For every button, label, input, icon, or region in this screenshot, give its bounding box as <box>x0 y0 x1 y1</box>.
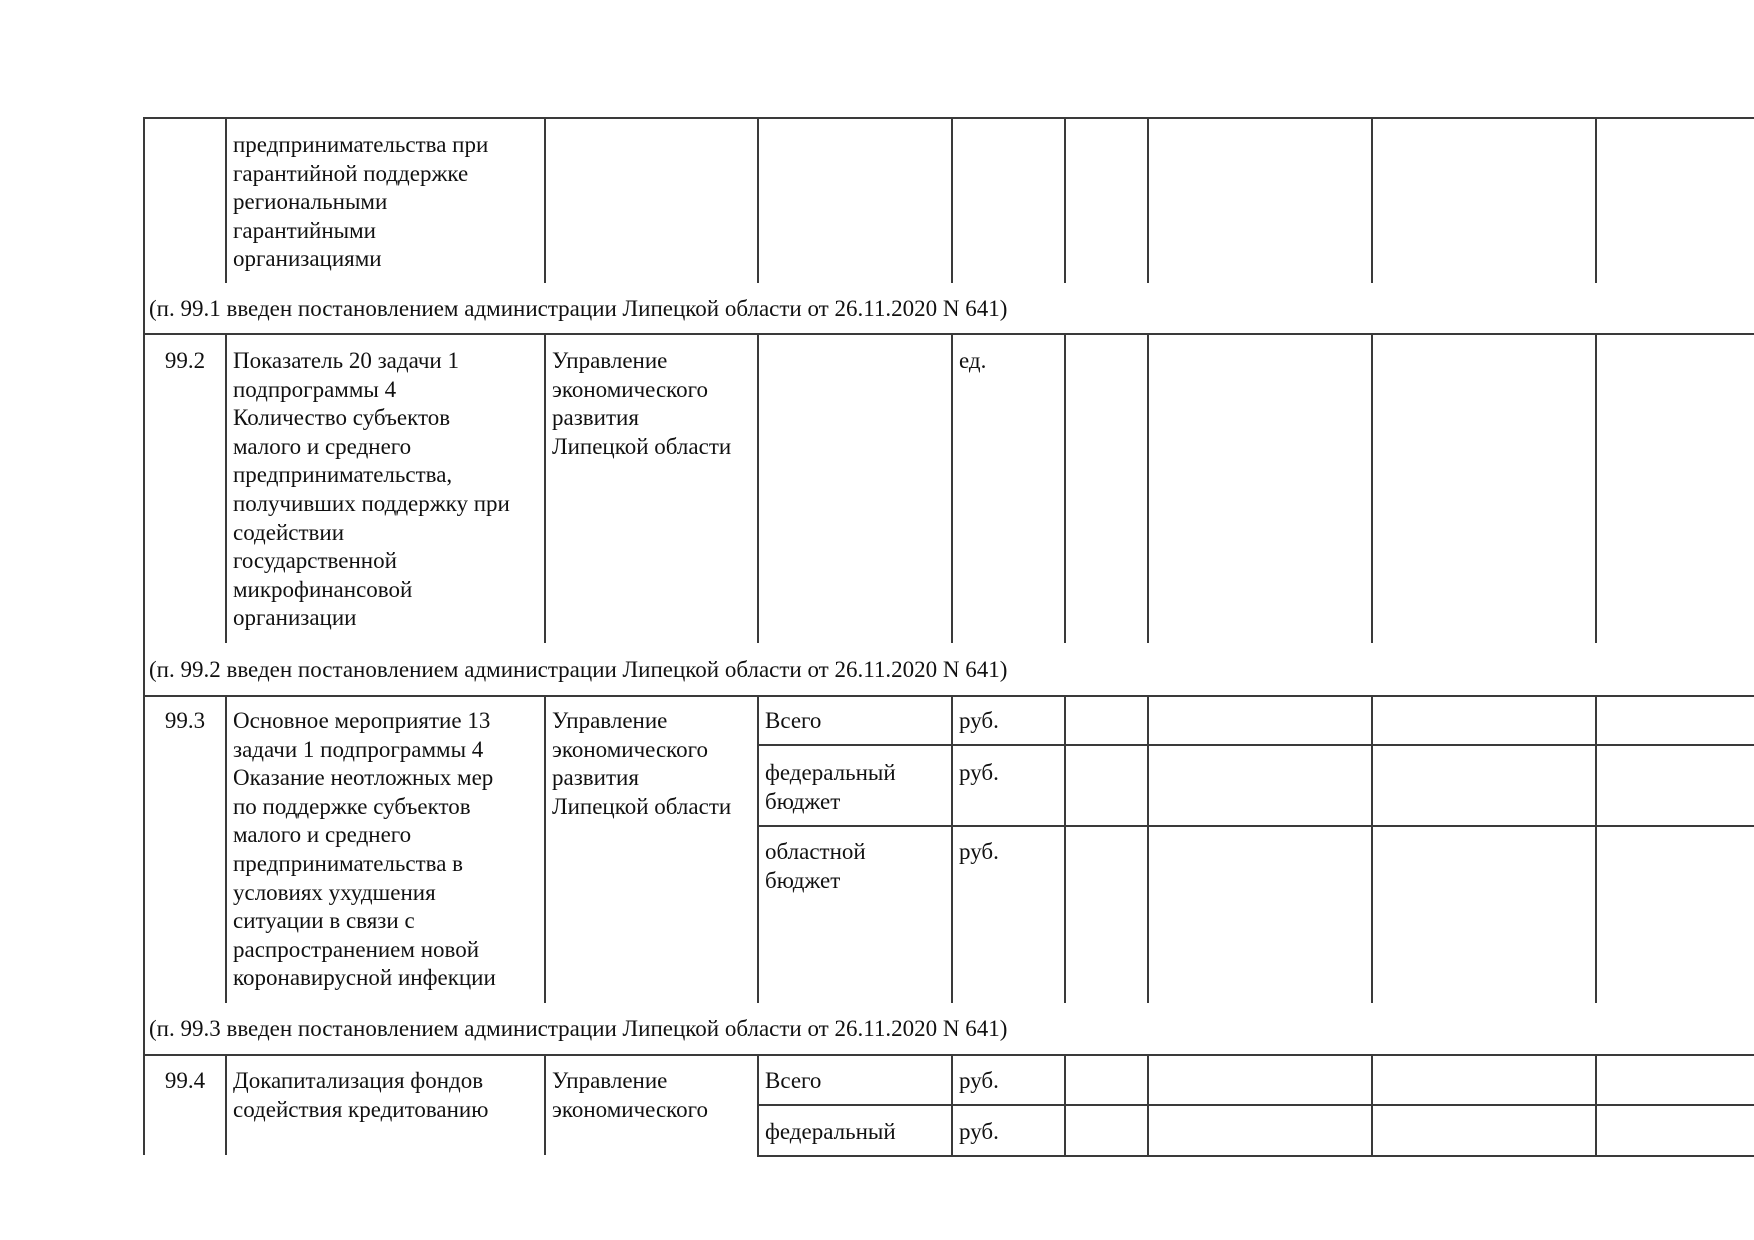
table-border <box>225 117 227 283</box>
table-border <box>544 695 546 1003</box>
funding-source-cell: федеральный <box>765 1119 896 1144</box>
table-border <box>143 333 145 695</box>
row-number: 99.3 <box>164 708 206 733</box>
table-border <box>225 1054 227 1155</box>
table-border <box>143 283 145 333</box>
table-border <box>225 695 227 1003</box>
table-border <box>1371 695 1373 1003</box>
table-border <box>757 695 759 1003</box>
table-border <box>1595 333 1597 643</box>
table-border <box>757 1054 759 1157</box>
table-border <box>1595 1054 1597 1157</box>
table-border <box>1371 333 1373 643</box>
executor-cell: Управление экономического развития Липецкой области <box>552 708 732 819</box>
unit-cell: ед. <box>959 348 987 373</box>
executor-cell: Управление экономического развития Липецкой области <box>552 348 732 459</box>
table-border <box>757 117 759 283</box>
unit-cell: руб. <box>959 1068 999 1093</box>
table-border <box>757 333 759 643</box>
amendment-note: (п. 99.1 введен постановлением администрации Липецкой области от 26.11.2020 N 641) <box>149 296 1008 321</box>
table-border <box>544 333 546 643</box>
unit-cell: руб. <box>959 760 999 785</box>
table-border <box>1147 695 1149 1003</box>
funding-source-cell: областной бюджет <box>765 839 866 893</box>
table-border <box>759 1104 1754 1106</box>
table-border <box>951 695 953 1003</box>
table-border <box>1147 117 1149 283</box>
executor-cell: Управление экономического <box>552 1068 709 1122</box>
table-border <box>143 117 1754 119</box>
table-border <box>143 333 1754 335</box>
table-border <box>759 1155 1754 1157</box>
table-border <box>143 1054 1754 1056</box>
unit-cell: руб. <box>959 1119 999 1144</box>
table-border <box>759 744 1754 746</box>
table-border <box>1064 695 1066 1003</box>
table-border <box>1064 333 1066 643</box>
table-border <box>143 117 145 283</box>
amendment-note: (п. 99.3 введен постановлением администрации Липецкой области от 26.11.2020 N 641) <box>149 1016 1008 1041</box>
table-border <box>544 1054 546 1155</box>
unit-cell: руб. <box>959 839 999 864</box>
table-border <box>1064 117 1066 283</box>
table-border <box>1595 117 1597 283</box>
table-border <box>951 117 953 283</box>
table-border <box>225 333 227 643</box>
table-border <box>1147 1054 1149 1157</box>
table-border <box>143 695 1754 697</box>
row-number: 99.2 <box>164 348 206 373</box>
table-border <box>951 1054 953 1157</box>
table-border <box>759 825 1754 827</box>
table-border <box>1595 695 1597 1003</box>
row-number: 99.4 <box>164 1068 206 1093</box>
table-border <box>1064 1054 1066 1157</box>
table-border <box>1371 1054 1373 1157</box>
row-name-cell: предпринимательства при гарантийной поддержке региональными гарантийными организациями <box>233 132 489 272</box>
funding-source-cell: Всего <box>765 708 822 733</box>
amendment-note: (п. 99.2 введен постановлением администрации Липецкой области от 26.11.2020 N 641) <box>149 657 1008 682</box>
unit-cell: руб. <box>959 708 999 733</box>
row-name-cell: Докапитализация фондов содействия кредитованию <box>233 1068 489 1122</box>
table-border <box>143 1054 145 1155</box>
table-border <box>143 695 145 1054</box>
funding-source-cell: Всего <box>765 1068 822 1093</box>
funding-source-cell: федеральный бюджет <box>765 760 896 814</box>
table-border <box>1371 117 1373 283</box>
table-border <box>951 333 953 643</box>
row-name-cell: Основное мероприятие 13 задачи 1 подпрограммы 4 Оказание неотложных мер по поддержке субъектов малого и среднего предпринимательства в условиях ухудшения ситуации в связи с распространением новой коронавирусной инфекции <box>233 708 496 991</box>
table-border <box>1147 333 1149 643</box>
row-name-cell: Показатель 20 задачи 1 подпрограммы 4 Количество субъектов малого и среднего предпринимательства, получивших поддержку при содействии государственной микрофинансовой организации <box>233 348 510 631</box>
table-border <box>544 117 546 283</box>
